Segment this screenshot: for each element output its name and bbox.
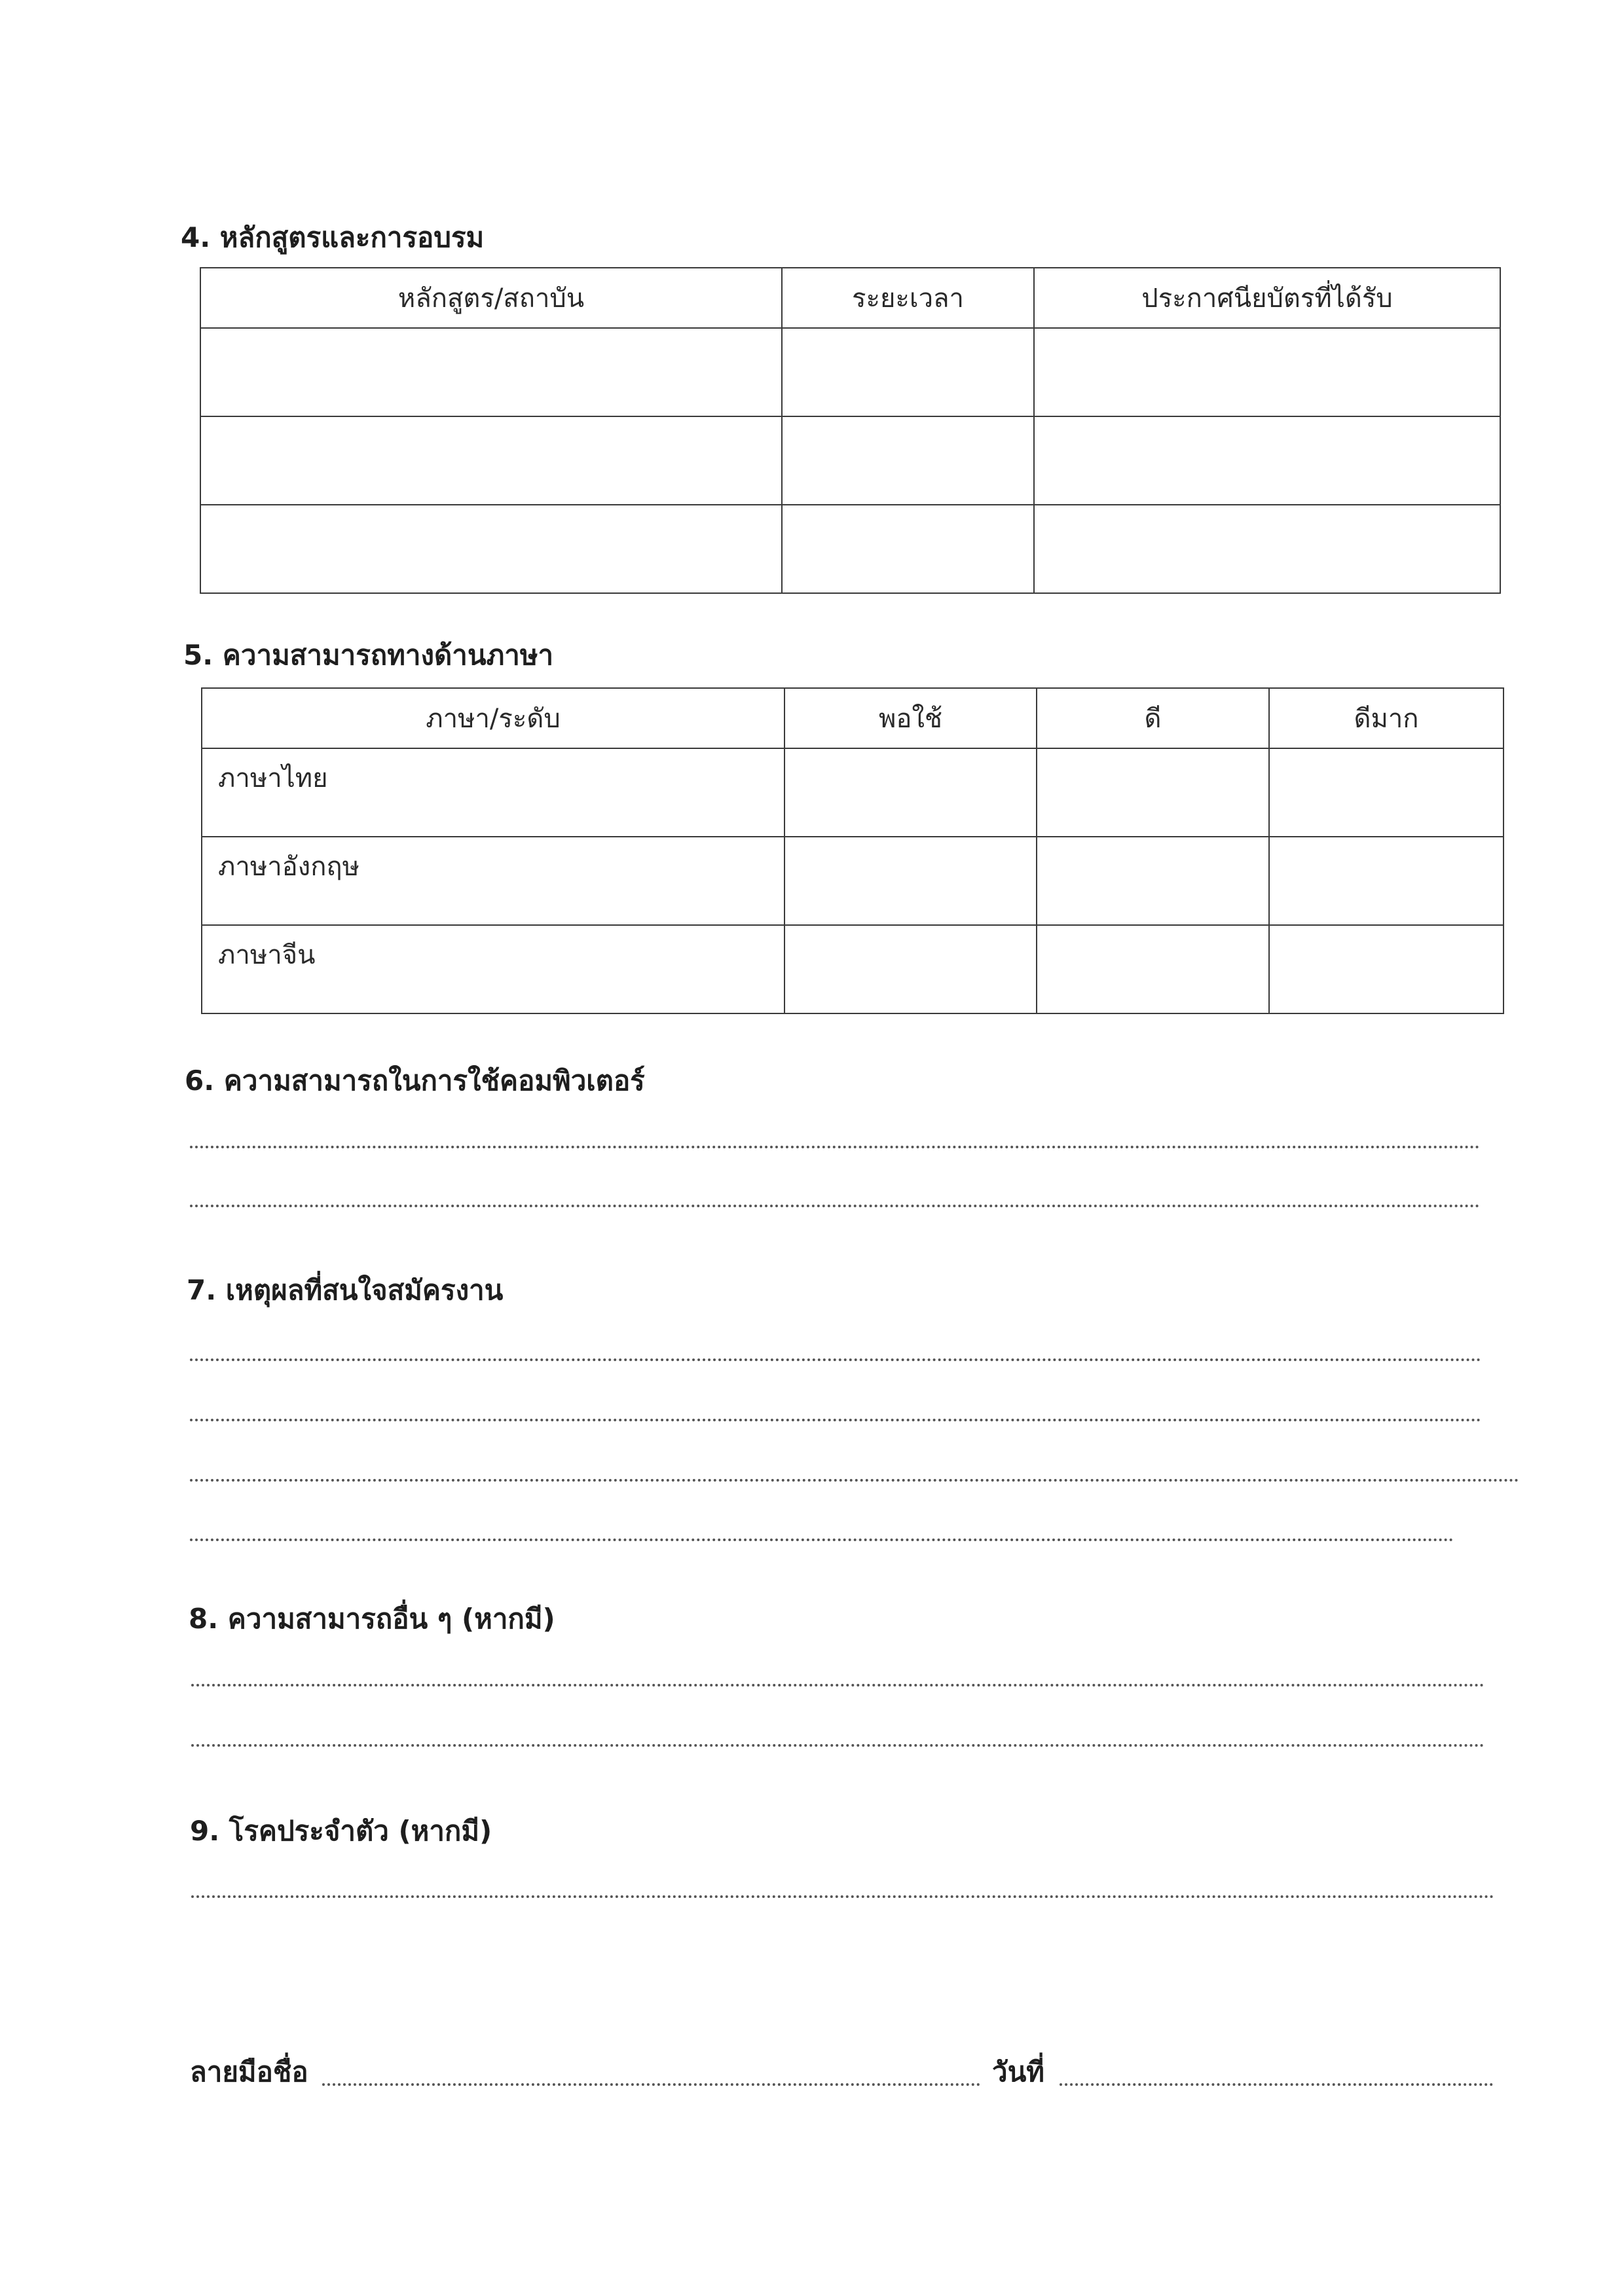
good-checkbox[interactable] (1037, 925, 1269, 1013)
duration-field[interactable] (782, 505, 1034, 593)
signature-label: ลายมือชื่อ (190, 2056, 308, 2088)
language-table-header-row (202, 688, 1504, 748)
certificate-field[interactable] (1034, 328, 1500, 416)
training-table-header-row (200, 268, 1500, 328)
fair-checkbox[interactable] (784, 837, 1037, 925)
certificate-field[interactable] (1034, 505, 1500, 593)
reason-line[interactable] (190, 1539, 1454, 1541)
reason-line[interactable] (190, 1358, 1481, 1361)
section-8-heading: 8. ความสามารถอื่น ๆ (หากมี) (189, 1603, 555, 1635)
very-good-checkbox[interactable] (1269, 748, 1504, 837)
col-header-language-level: ภาษา/ระดับ (202, 688, 784, 748)
training-table (200, 267, 1501, 594)
language-chinese-label: ภาษาจีน (202, 925, 784, 1013)
signature-field[interactable] (322, 2083, 980, 2086)
table-row (200, 328, 1500, 416)
section-6-heading: 6. ความสามารถในการใช้คอมพิวเตอร์ (185, 1065, 645, 1097)
fair-checkbox[interactable] (784, 748, 1037, 837)
date-label: วันที่ (992, 2056, 1044, 2088)
language-english-label: ภาษาอังกฤษ (202, 837, 784, 925)
fair-checkbox[interactable] (784, 925, 1037, 1013)
computer-skill-line[interactable] (190, 1146, 1480, 1148)
other-skill-line[interactable] (191, 1684, 1485, 1686)
duration-field[interactable] (782, 416, 1034, 505)
col-header-course: หลักสูตร/สถาบัน (200, 268, 782, 328)
disease-line[interactable] (191, 1895, 1494, 1898)
col-header-certificate: ประกาศนียบัตรที่ได้รับ (1034, 268, 1500, 328)
duration-field[interactable] (782, 328, 1034, 416)
col-header-duration: ระยะเวลา (782, 268, 1034, 328)
good-checkbox[interactable] (1037, 837, 1269, 925)
table-row (200, 505, 1500, 593)
very-good-checkbox[interactable] (1269, 925, 1504, 1013)
section-7-heading: 7. เหตุผลที่สนใจสมัครงาน (187, 1274, 504, 1306)
section-9-heading: 9. โรคประจำตัว (หากมี) (190, 1815, 492, 1847)
table-row (200, 416, 1500, 505)
col-header-very-good: ดีมาก (1269, 688, 1504, 748)
col-header-fair: พอใช้ (784, 688, 1037, 748)
date-field[interactable] (1060, 2083, 1493, 2086)
very-good-checkbox[interactable] (1269, 837, 1504, 925)
col-header-good: ดี (1037, 688, 1269, 748)
section-5-heading: 5. ความสามารถทางด้านภาษา (183, 639, 554, 671)
computer-skill-line[interactable] (190, 1205, 1480, 1207)
course-field[interactable] (200, 416, 782, 505)
table-row (202, 748, 1504, 837)
course-field[interactable] (200, 505, 782, 593)
section-4-heading: 4. หลักสูตรและการอบรม (181, 221, 485, 253)
reason-line[interactable] (190, 1479, 1519, 1482)
language-thai-label: ภาษาไทย (202, 748, 784, 837)
reason-line[interactable] (190, 1419, 1481, 1421)
table-row (202, 837, 1504, 925)
course-field[interactable] (200, 328, 782, 416)
table-row (202, 925, 1504, 1013)
other-skill-line[interactable] (191, 1744, 1485, 1747)
certificate-field[interactable] (1034, 416, 1500, 505)
good-checkbox[interactable] (1037, 748, 1269, 837)
language-table (201, 687, 1504, 1014)
